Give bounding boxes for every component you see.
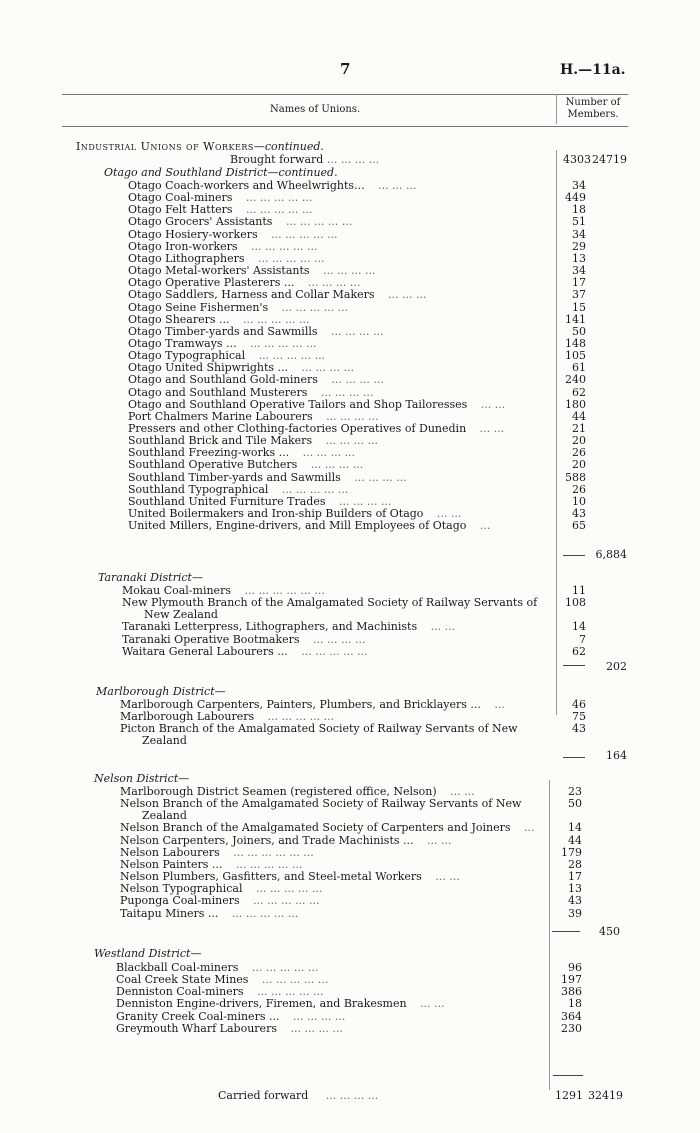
union-name-text: Puponga Coal-miners <box>120 894 240 908</box>
union-name-text: Otago and Southland Musterers <box>128 385 308 399</box>
column-header-names: Names of Unions. <box>270 104 361 115</box>
carried-forward-dots: ... ... ... ... <box>325 1089 379 1102</box>
taranaki-member-count: 62 <box>572 644 586 658</box>
marlborough-member-count: 75 <box>572 710 586 724</box>
otago-union-name <box>128 520 490 532</box>
taranaki-member-count: 7 <box>579 632 586 646</box>
header-column-divider <box>556 94 557 124</box>
leader-dots: ... ... ... ... ... <box>248 961 319 974</box>
union-name-text: Nelson Branch of the Amalgamated Society of Carpenters and Joiners <box>120 821 511 835</box>
carried-forward-label <box>218 1090 378 1102</box>
leader-dots: ... <box>490 698 505 711</box>
nelson-member-count: 17 <box>568 870 582 884</box>
otago-member-count: 105 <box>565 349 586 363</box>
nelson-member-count: 14 <box>568 821 582 835</box>
union-name-text: Otago Timber-yards and Sawmills <box>128 324 318 338</box>
leader-dots: ... ... <box>416 997 445 1011</box>
nelson-district-heading: Nelson District— <box>94 772 190 785</box>
leader-dots: ... ... <box>477 397 506 411</box>
union-name-text: Otago and Southland Gold-miners <box>128 373 318 387</box>
otago-member-count: 62 <box>572 385 586 399</box>
otago-member-count: 51 <box>572 215 586 229</box>
leader-dots: ... ... ... ... ... <box>282 215 353 229</box>
union-name-text: Taranaki Letterpress, Lithographers, and Machinists <box>122 620 418 634</box>
otago-member-count: 180 <box>565 397 586 411</box>
leader-dots: ... ... ... ... ... <box>239 312 310 326</box>
westland-member-count: 230 <box>561 1021 582 1035</box>
section-title-suffix: —continued. <box>253 140 324 153</box>
header-top-rule <box>62 94 628 95</box>
leader-dots: ... ... ... ... <box>322 409 379 423</box>
union-name-text: Otago Coal-miners <box>128 191 233 205</box>
section-title-text: Industrial Unions of Workers <box>76 140 254 153</box>
nelson-union-name <box>120 908 298 920</box>
otago-member-count: 34 <box>572 179 586 192</box>
union-name-text: Otago Hosiery-workers <box>128 227 258 241</box>
taranaki-member-count: 108 <box>565 596 586 610</box>
nelson-member-count: 50 <box>568 797 582 811</box>
marlborough-district-heading: Marlborough District— <box>96 685 226 698</box>
leader-dots: ... ... ... ... <box>298 361 355 375</box>
leader-dots: ... ... ... ... <box>327 373 384 387</box>
nelson-member-count: 39 <box>568 906 582 920</box>
union-name-text: Nelson Carpenters, Joiners, and Trade Machinists ... <box>120 833 414 847</box>
union-name-text: Otago Typographical <box>128 349 246 363</box>
nelson-member-count: 23 <box>568 785 582 798</box>
section-title <box>76 141 324 153</box>
union-name-text: Taranaki Operative Bootmakers <box>122 632 300 646</box>
taranaki-member-count: 11 <box>572 584 586 597</box>
union-name-text: Southland Timber-yards and Sawmills <box>128 470 341 484</box>
union-name-text: Otago United Shipwrights ... <box>128 361 289 375</box>
leader-dots: ... ... ... ... ... <box>242 191 313 205</box>
union-name-text: Nelson Painters ... <box>120 857 223 871</box>
leader-dots: ... ... ... ... <box>335 494 392 508</box>
westland-member-count: 386 <box>561 985 582 999</box>
number-column-rule <box>556 150 557 715</box>
number-column-rule-lower <box>549 780 550 1090</box>
page-number: 7 <box>340 60 351 78</box>
union-name-text: Waitara General Labourers ... <box>122 644 288 658</box>
marlborough-member-count: 46 <box>572 698 586 711</box>
leader-dots: ... <box>476 519 491 533</box>
leader-dots: ... ... ... <box>384 288 427 302</box>
nelson-union-name-continued: Zealand <box>142 809 187 823</box>
marlborough-subtotal-rule <box>563 757 585 758</box>
nelson-member-count: 179 <box>561 845 582 859</box>
union-name-text: Otago Lithographers <box>128 251 245 265</box>
union-name-text: Marlborough Labourers <box>120 710 255 724</box>
leader-dots: ... ... ... ... ... <box>249 894 320 908</box>
otago-member-count: 26 <box>572 446 586 460</box>
report-reference: H.—11a. <box>560 62 626 78</box>
westland-member-count: 197 <box>561 973 582 987</box>
union-name-text: Nelson Plumbers, Gasfitters, and Steel-metal Workers <box>120 870 422 884</box>
otago-subtotal: 6,884 <box>595 548 627 561</box>
brought-forward-label <box>230 154 379 166</box>
westland-district-heading: Westland District— <box>94 947 202 960</box>
brought-forward-value-2: 24719 <box>592 153 627 166</box>
otago-member-count: 26 <box>572 482 586 496</box>
union-name-text: Southland Operative Butchers <box>128 458 298 472</box>
leader-dots: ... ... ... ... ... ... <box>229 845 314 859</box>
taranaki-district-heading: Taranaki District— <box>98 571 203 584</box>
union-name-text: Southland Brick and Tile Makers <box>128 434 313 448</box>
leader-dots: ... ... ... ... ... ... <box>240 584 325 597</box>
leader-dots: ... ... ... ... <box>299 446 356 460</box>
union-name-text: Greymouth Wharf Labourers <box>116 1021 277 1035</box>
leader-dots: ... ... ... ... ... <box>267 227 338 241</box>
westland-member-count: 364 <box>561 1009 582 1023</box>
otago-subtotal-rule <box>563 555 585 556</box>
otago-member-count: 37 <box>572 288 586 302</box>
union-name-text: Otago Felt Hatters <box>128 203 233 217</box>
otago-member-count: 588 <box>565 470 586 484</box>
otago-district-title: Otago and Southland District <box>104 166 268 179</box>
column-header-number <box>564 97 622 121</box>
union-name-text: Otago Coach-workers and Wheelwrights... <box>128 179 365 192</box>
otago-member-count: 21 <box>572 422 586 435</box>
leader-dots: ... ... ... ... <box>309 632 366 646</box>
leader-dots: ... ... ... ... ... <box>264 710 335 724</box>
otago-member-count: 50 <box>572 324 586 338</box>
column-header-number-line2: Members. <box>567 109 619 120</box>
taranaki-union-name-continued: New Zealand <box>144 608 218 622</box>
westland-union-name <box>116 1023 343 1035</box>
otago-member-count: 34 <box>572 264 586 278</box>
marlborough-member-count: 43 <box>572 722 586 736</box>
union-name-text: Nelson Typographical <box>120 882 243 896</box>
leader-dots: ... ... ... ... ... <box>252 882 323 896</box>
union-name-text: Port Chalmers Marine Labourers <box>128 409 313 423</box>
union-name-text: Otago Metal-workers' Assistants <box>128 264 310 278</box>
taranaki-subtotal: 202 <box>606 660 627 673</box>
otago-member-count: 148 <box>565 336 586 350</box>
union-name-text: Southland United Furniture Trades <box>128 494 326 508</box>
leader-dots: ... ... ... ... <box>327 324 384 338</box>
leader-dots: ... ... <box>427 620 456 634</box>
otago-district-heading <box>104 167 338 179</box>
otago-member-count: 44 <box>572 409 586 423</box>
otago-member-count: 61 <box>572 361 586 375</box>
westland-member-count: 18 <box>568 997 582 1011</box>
nelson-member-count: 43 <box>568 894 582 908</box>
otago-member-count: 141 <box>565 312 586 326</box>
westland-member-count: 96 <box>568 961 582 974</box>
leader-dots: ... ... ... ... <box>304 276 361 290</box>
otago-member-count: 15 <box>572 300 586 314</box>
otago-member-count: 18 <box>572 203 586 217</box>
union-name-text: Nelson Branch of the Amalgamated Society of Railway Servants of New <box>120 797 522 811</box>
nelson-member-count: 13 <box>568 882 582 896</box>
leader-dots: ... ... <box>476 422 505 435</box>
union-name-text: Otago Operative Plasterers ... <box>128 276 295 290</box>
leader-dots: ... ... ... ... ... <box>278 482 349 496</box>
leader-dots: ... ... <box>446 785 475 798</box>
union-name-text: Otago Grocers' Assistants <box>128 215 273 229</box>
carried-forward-value-1: 1291 <box>555 1089 583 1102</box>
union-name-text: Pressers and other Clothing-factories Operatives of Dunedin <box>128 422 467 435</box>
union-name-text: Otago Saddlers, Harness and Collar Makers <box>128 288 375 302</box>
brought-forward-value-1: 4303 <box>563 153 591 166</box>
leader-dots: ... ... ... ... <box>286 1021 343 1035</box>
taranaki-union-name <box>122 646 368 658</box>
otago-member-count: 20 <box>572 458 586 472</box>
union-name-text: Otago Tramways ... <box>128 336 237 350</box>
leader-dots: ... ... ... ... <box>307 458 364 472</box>
leader-dots: ... <box>520 821 535 835</box>
nelson-subtotal: 450 <box>599 925 620 938</box>
union-name-text: Southland Typographical <box>128 482 269 496</box>
otago-member-count: 65 <box>572 519 586 533</box>
union-name-text: Granity Creek Coal-miners ... <box>116 1009 280 1023</box>
leader-dots: ... ... ... <box>374 179 417 192</box>
union-name-text: Otago Shearers ... <box>128 312 230 326</box>
nelson-subtotal-rule <box>552 931 580 932</box>
leader-dots: ... ... ... ... <box>350 470 407 484</box>
leader-dots: ... ... ... ... ... <box>258 973 329 987</box>
leader-dots: ... ... ... ... ... <box>255 349 326 363</box>
union-name-text: United Millers, Engine-drivers, and Mill Employees of Otago <box>128 519 467 533</box>
marlborough-subtotal: 164 <box>606 749 627 762</box>
leader-dots: ... ... ... ... <box>289 1009 346 1023</box>
union-name-text: Blackball Coal-miners <box>116 961 239 974</box>
otago-member-count: 20 <box>572 434 586 448</box>
otago-district-suffix: —continued. <box>267 166 338 179</box>
union-name-text: Marlborough District Seamen (registered office, Nelson) <box>120 785 437 798</box>
union-name-text: Otago Seine Fishermen's <box>128 300 269 314</box>
leader-dots: ... ... ... ... ... <box>297 644 368 658</box>
header-bottom-rule <box>62 126 628 127</box>
union-name-text: Mokau Coal-miners <box>122 584 231 597</box>
leader-dots: ... ... ... ... <box>317 385 374 399</box>
carried-forward-rule <box>553 1075 583 1076</box>
otago-member-count: 13 <box>572 251 586 265</box>
union-name-text: Southland Freezing-works ... <box>128 446 290 460</box>
taranaki-member-count: 14 <box>572 620 586 634</box>
carried-forward-value-2: 32419 <box>588 1089 623 1102</box>
leader-dots: ... ... ... ... ... <box>253 985 324 999</box>
union-name-text: Otago Iron-workers <box>128 239 238 253</box>
column-header-number-line1: Number of <box>565 97 621 108</box>
taranaki-subtotal-rule <box>563 665 585 666</box>
otago-member-count: 449 <box>565 191 586 205</box>
otago-member-count: 240 <box>565 373 586 387</box>
otago-member-count: 34 <box>572 227 586 241</box>
leader-dots: ... ... ... ... ... <box>254 251 325 265</box>
union-name-text: Taitapu Miners ... <box>120 906 219 920</box>
brought-forward-text: Brought forward <box>230 153 324 166</box>
nelson-member-count: 28 <box>568 857 582 871</box>
otago-member-count: 10 <box>572 494 586 508</box>
otago-member-count: 43 <box>572 507 586 521</box>
union-name-text: Nelson Labourers <box>120 845 220 859</box>
union-name-text: Coal Creek State Mines <box>116 973 249 987</box>
leader-dots: ... ... ... ... ... <box>228 906 299 920</box>
leader-dots: ... ... ... ... <box>322 434 379 448</box>
carried-forward-text: Carried forward <box>218 1089 309 1102</box>
marlborough-union-name-continued: Zealand <box>142 734 187 748</box>
union-name-text: Picton Branch of the Amalgamated Society of Railway Servants of New <box>120 722 518 736</box>
nelson-member-count: 44 <box>568 833 582 847</box>
leader-dots: ... ... <box>423 833 452 847</box>
leader-dots: ... ... ... ... ... <box>278 300 349 314</box>
union-name-text: Otago and Southland Operative Tailors and Shop Tailoresses <box>128 397 468 411</box>
brought-forward-dots: ... ... ... ... <box>326 153 380 166</box>
otago-member-count: 17 <box>572 276 586 290</box>
leader-dots: ... ... ... ... ... <box>247 239 318 253</box>
union-name-text: Denniston Engine-drivers, Firemen, and Brakesmen <box>116 997 407 1011</box>
leader-dots: ... ... ... ... ... <box>246 336 317 350</box>
leader-dots: ... ... ... ... ... <box>242 203 313 217</box>
leader-dots: ... ... <box>433 507 462 521</box>
union-name-text: New Plymouth Branch of the Amalgamated Society of Railway Servants of <box>122 596 538 610</box>
union-name-text: United Boilermakers and Iron-ship Builders of Otago <box>128 507 424 521</box>
leader-dots: ... ... <box>431 870 460 884</box>
union-name-text: Denniston Coal-miners <box>116 985 244 999</box>
otago-member-count: 29 <box>572 239 586 253</box>
leader-dots: ... ... ... ... ... <box>232 857 303 871</box>
union-name-text: Marlborough Carpenters, Painters, Plumbers, and Bricklayers ... <box>120 698 481 711</box>
leader-dots: ... ... ... ... <box>319 264 376 278</box>
